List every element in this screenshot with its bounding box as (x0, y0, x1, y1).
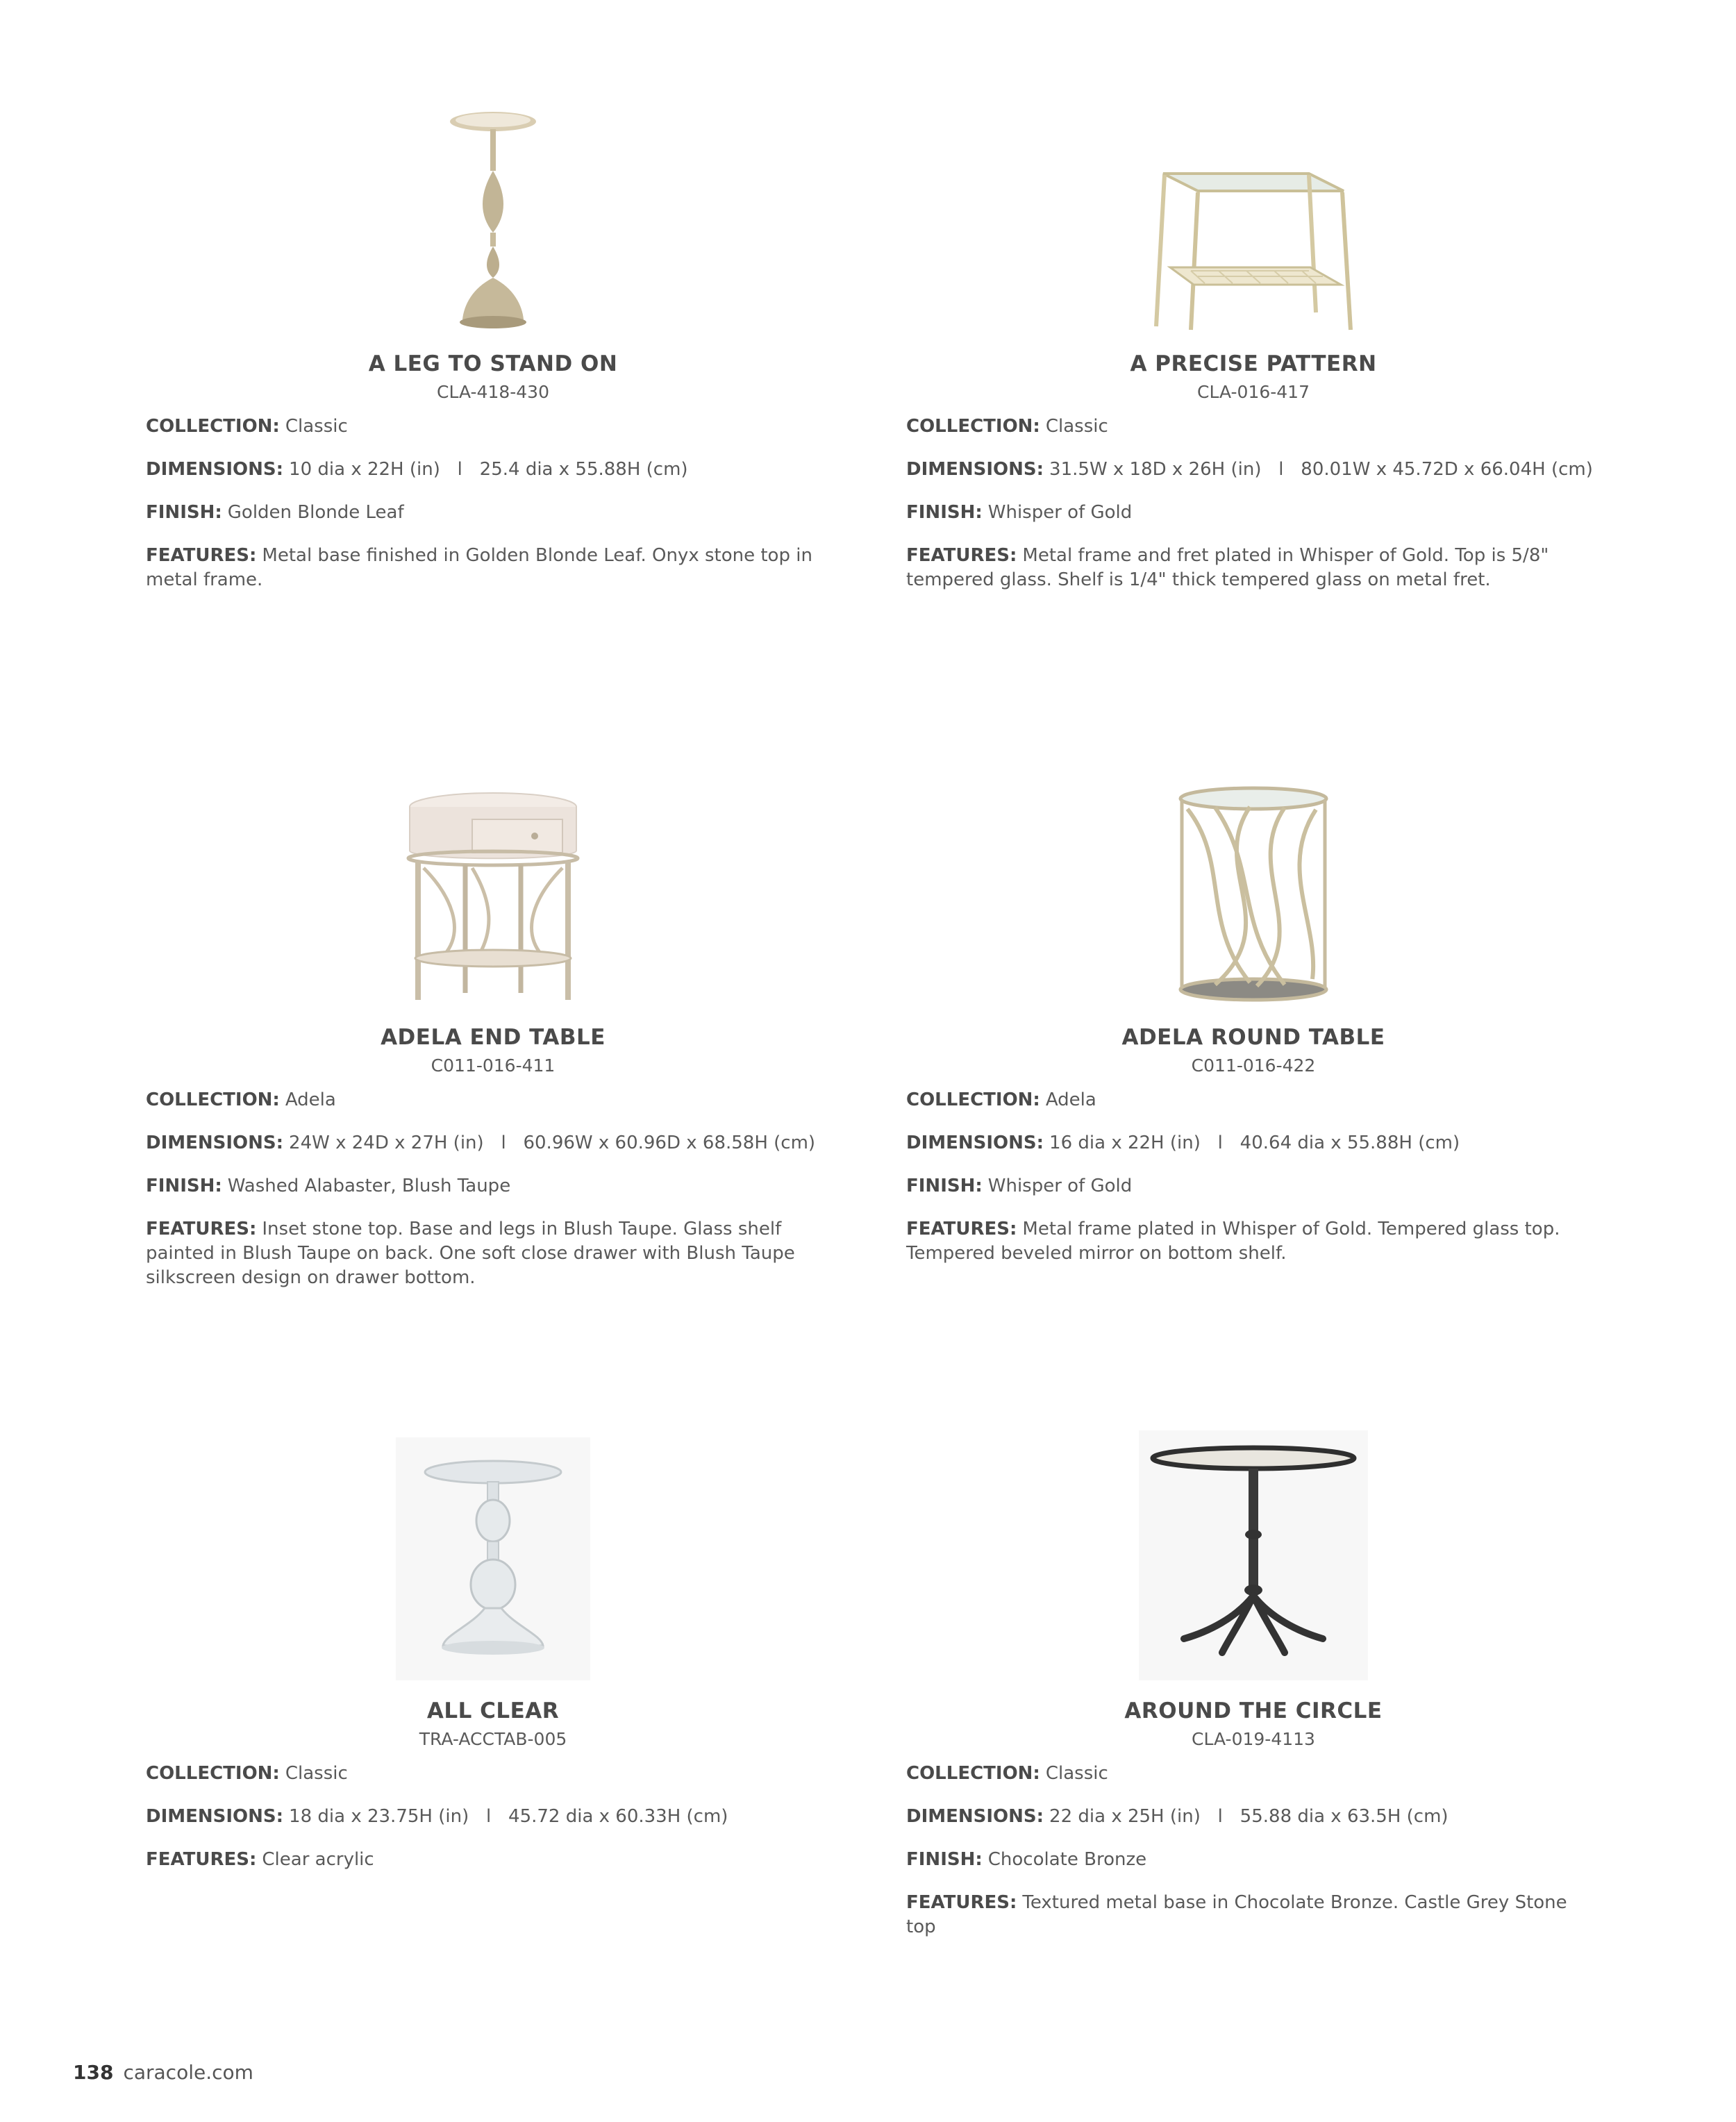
dimensions-row (146, 1805, 840, 1829)
collection-label: COLLECTION: (146, 1089, 280, 1110)
collection-row (146, 415, 840, 439)
collection-label: COLLECTION: (906, 416, 1040, 437)
finish-label: FINISH: (146, 502, 222, 523)
pedestal-table-illustration (444, 111, 542, 333)
dimensions-label: DIMENSIONS: (146, 1806, 284, 1827)
site-url: caracole.com (123, 2061, 253, 2084)
features-value: Metal frame plated in Whisper of Gold. Tempered glass top. Tempered beveled mirror on bottom shelf. (906, 1219, 1560, 1264)
features-row (146, 544, 840, 592)
product-sku: CLA-016-417 (1197, 382, 1310, 402)
finish-value: Whisper of Gold (987, 502, 1133, 523)
glass-end-table-illustration (1149, 160, 1358, 333)
finish-row (146, 1174, 840, 1198)
collection-label: COLLECTION: (146, 1763, 280, 1784)
collection-row (906, 415, 1601, 439)
collection-row (906, 1088, 1601, 1112)
collection-value: Classic (285, 1763, 348, 1784)
product-card (146, 750, 840, 1309)
collection-value: Classic (1045, 1763, 1108, 1784)
collection-value: Adela (1045, 1089, 1096, 1110)
dimensions-row (906, 458, 1601, 482)
product-sku: TRA-ACCTAB-005 (419, 1729, 567, 1749)
finish-label: FINISH: (906, 1849, 983, 1870)
features-row (906, 1217, 1601, 1266)
product-sku: CLA-418-430 (437, 382, 549, 402)
features-value: Inset stone top. Base and legs in Blush Taupe. Glass shelf painted in Blush Taupe on back. One soft close drawer with Blush Taupe silkscreen design on drawer bottom. (146, 1219, 795, 1288)
features-label: FEATURES: (906, 545, 1017, 566)
dimensions-value: 16 dia x 22H (in) l 40.64 dia x 55.88H (cm) (1049, 1133, 1460, 1153)
collection-row (906, 1762, 1601, 1786)
product-name: A PRECISE PATTERN (1130, 351, 1377, 376)
page-footer (73, 2061, 253, 2084)
finish-row (906, 1848, 1601, 1872)
features-value: Metal frame and fret plated in Whisper of Gold. Top is 5/8" tempered glass. Shelf is 1/4" thick tempered glass on metal fret. (906, 545, 1549, 590)
dimensions-row (906, 1805, 1601, 1829)
product-name: ALL CLEAR (426, 1698, 560, 1723)
dimensions-value: 31.5W x 18D x 26H (in) l 80.01W x 45.72D x 66.04H (cm) (1049, 459, 1593, 480)
product-image (146, 750, 840, 1007)
product-card (906, 750, 1601, 1285)
product-name: A LEG TO STAND ON (368, 351, 618, 376)
collection-row (146, 1088, 840, 1112)
bronze-bistro-table-illustration (1139, 1430, 1368, 1680)
product-sku: C011-016-411 (431, 1055, 556, 1076)
dimensions-label: DIMENSIONS: (146, 459, 284, 480)
features-row (146, 1217, 840, 1290)
dimensions-value: 18 dia x 23.75H (in) l 45.72 dia x 60.33H (cm) (289, 1806, 728, 1827)
features-label: FEATURES: (906, 1892, 1017, 1913)
dimensions-label: DIMENSIONS: (906, 1133, 1044, 1153)
finish-row (146, 501, 840, 525)
product-sku: CLA-019-4113 (1192, 1729, 1315, 1749)
finish-label: FINISH: (906, 1176, 983, 1196)
finish-label: FINISH: (906, 502, 983, 523)
page-number: 138 (73, 2061, 114, 2084)
finish-label: FINISH: (146, 1176, 222, 1196)
round-drum-table-illustration (1174, 785, 1333, 1007)
finish-value: Whisper of Gold (987, 1176, 1133, 1196)
collection-value: Classic (1045, 416, 1108, 437)
finish-value: Chocolate Bronze (987, 1849, 1147, 1870)
collection-row (146, 1762, 840, 1786)
product-image (146, 76, 840, 333)
product-card (146, 76, 840, 611)
features-value: Metal base finished in Golden Blonde Leaf. Onyx stone top in metal frame. (146, 545, 812, 590)
features-label: FEATURES: (146, 1849, 257, 1870)
features-value: Textured metal base in Chocolate Bronze. Castle Grey Stone top (906, 1892, 1567, 1937)
product-name: AROUND THE CIRCLE (1124, 1698, 1383, 1723)
features-row (146, 1848, 840, 1872)
product-name: ADELA ROUND TABLE (1121, 1025, 1385, 1050)
dimensions-row (146, 458, 840, 482)
features-row (906, 1891, 1601, 1939)
dimensions-row (906, 1131, 1601, 1155)
product-card (146, 1423, 840, 1891)
features-row (906, 544, 1601, 592)
acrylic-pedestal-table-illustration (396, 1437, 590, 1680)
collection-label: COLLECTION: (146, 416, 280, 437)
dimensions-label: DIMENSIONS: (906, 1806, 1044, 1827)
dimensions-value: 10 dia x 22H (in) l 25.4 dia x 55.88H (cm) (289, 459, 688, 480)
features-value: Clear acrylic (262, 1849, 374, 1870)
dimensions-value: 24W x 24D x 27H (in) l 60.96W x 60.96D x 68.58H (cm) (289, 1133, 816, 1153)
product-name: ADELA END TABLE (381, 1025, 606, 1050)
finish-value: Golden Blonde Leaf (227, 502, 404, 523)
dimensions-value: 22 dia x 25H (in) l 55.88 dia x 63.5H (cm) (1049, 1806, 1449, 1827)
drawer-end-table-illustration (403, 792, 583, 1007)
product-card (906, 1423, 1601, 1958)
collection-label: COLLECTION: (906, 1089, 1040, 1110)
product-image (906, 76, 1601, 333)
product-card (906, 76, 1601, 611)
features-label: FEATURES: (146, 1219, 257, 1239)
finish-row (906, 501, 1601, 525)
collection-value: Adela (285, 1089, 336, 1110)
collection-label: COLLECTION: (906, 1763, 1040, 1784)
dimensions-label: DIMENSIONS: (146, 1133, 284, 1153)
product-sku: C011-016-422 (1191, 1055, 1316, 1076)
features-label: FEATURES: (146, 545, 257, 566)
product-image (906, 750, 1601, 1007)
finish-row (906, 1174, 1601, 1198)
product-image (906, 1423, 1601, 1680)
dimensions-label: DIMENSIONS: (906, 459, 1044, 480)
finish-value: Washed Alabaster, Blush Taupe (227, 1176, 511, 1196)
dimensions-row (146, 1131, 840, 1155)
collection-value: Classic (285, 416, 348, 437)
product-image (146, 1423, 840, 1680)
features-label: FEATURES: (906, 1219, 1017, 1239)
